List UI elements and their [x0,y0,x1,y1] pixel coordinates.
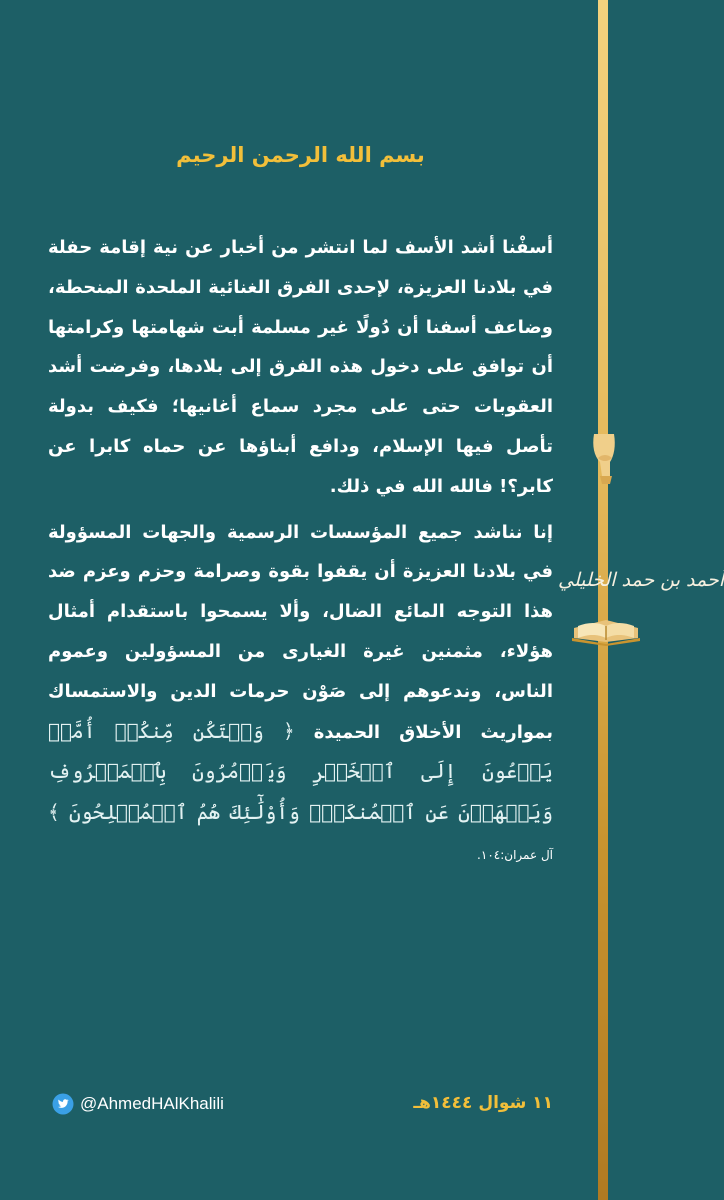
quran-reference: آل عمران:١٠٤. [477,847,553,862]
basmala-title: بسم الله الرحمن الرحيم [176,143,425,167]
twitter-icon [52,1093,74,1115]
twitter-handle[interactable] [52,1090,312,1118]
handshake-icon [588,432,622,486]
quran-verse: ﴿ وَلۡتَكُن مِّنكُمۡ أُمَّةٞ يَدۡعُونَ إِلَى ٱلۡخَيۡرِ وَيَأۡمُرُونَ بِٱلۡمَعۡرُوفِ وَيَنۡهَوۡنَ عَنِ ٱلۡمُنكَرِۚ وَأُوْلَٰٓئِكَ هُمُ ٱلۡمُفۡلِحُونَ ﴾ [48,718,553,825]
gold-vertical-band [598,0,608,1200]
letter-content [48,140,553,876]
open-book-icon [570,612,642,646]
paragraph-2-text: إنا نناشد جميع المؤسسات الرسمية والجهات المسؤولة في بلادنا العزيزة أن يقفوا بقوة وصرامة وحزم وعزم ضد هذا التوجه المائع الضال، وألا يسمحوا باستقدام أمثال هؤلاء، مثمنين غيرة الغيارى من المسؤولين وعموم الناس، وندعوهم إلى صَوْن حرمات الدين والاستمساك بمواريث الأخلاق الحميدة [48,521,553,743]
paragraph-2 [48,513,553,876]
twitter-handle-text[interactable]: @AhmedHAlKhalili [80,1094,224,1113]
paragraph-1: أسفْنا أشد الأسف لما انتشر من أخبار عن نية إقامة حفلة في بلادنا العزيزة، لإحدى الفرق الغنائية الملحدة المنحطة، وضاعف أسفنا أن دُولًا غير مسلمة أبت شهامتها وكرامتها أن توافق على دخول هذه الفرق إلى بلادها، وفرضت أشد العقوبات حتى على مجرد سماع أغانيها؛ فكيف بدولة تأصل فيها الإسلام، ودافع أبناؤها عن حماه كابرا عن كابر؟! فالله الله في ذلك. [48,237,553,497]
hijri-date: ١١ شوال ١٤٤٤هـ [413,1093,553,1113]
signature: أحمد بن حمد الخليلي [558,569,724,591]
